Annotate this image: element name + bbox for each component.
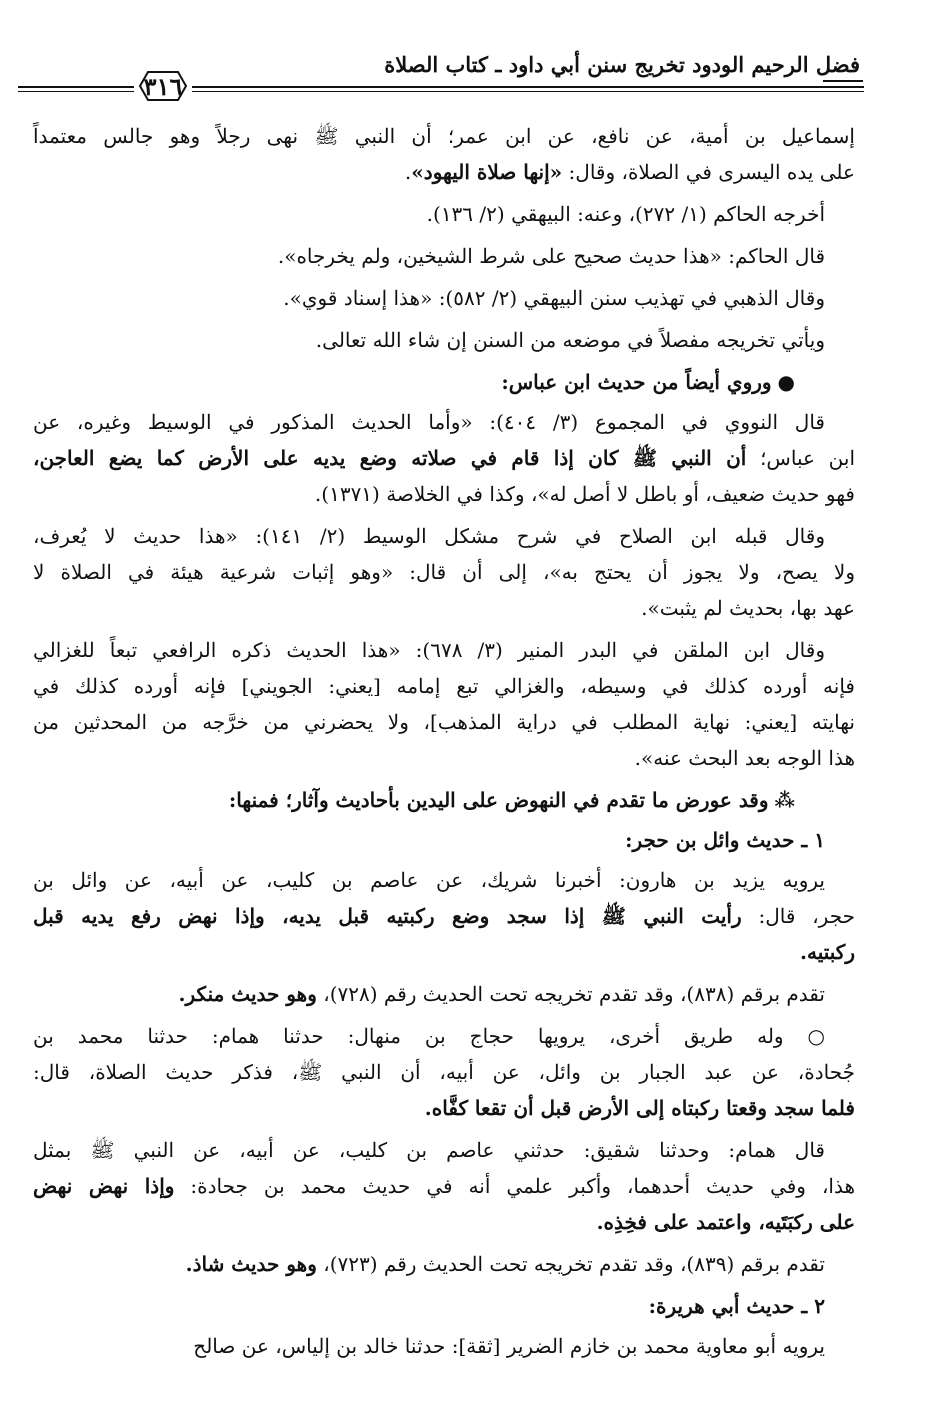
bold-hadith: أن النبي ﷺ كان إذا قام في صلاته وضع يديه على الأرض كما يضع العاجن، <box>33 446 747 470</box>
text-line <box>33 440 855 476</box>
text-span: على يده اليسرى في الصلاة، وقال: <box>562 160 855 184</box>
text-line: إسماعيل بن أمية، عن نافع، عن ابن عمر؛ أن النبي ﷺ نهى رجلاً وهو جالس معتمداً <box>33 124 855 148</box>
text-line <box>33 898 855 934</box>
text-line: وقال قبله ابن الصلاح في شرح مشكل الوسيط (٢/ ١٤١): «هذا حديث لا يُعرف، <box>33 524 825 548</box>
text-line: فهو حديث ضعيف، أو باطل لا أصل له»، وكذا في الخلاصة (١٣٧١). <box>314 482 855 506</box>
section-heading-ibn-abbas <box>33 364 855 400</box>
bold-hadith: وإذا نهض نهض <box>33 1174 175 1198</box>
text-line: وقال ابن الملقن في البدر المنير (٣/ ٦٧٨): «هذا الحديث ذكره الرافعي تبعاً للغزالي <box>33 638 825 662</box>
bold-verdict: وهو حديث منكر. <box>178 982 317 1006</box>
header-rule-tail <box>823 80 863 82</box>
bold-hadith: رأيت النبي ﷺ إذا سجد وضع ركبتيه قبل يديه، وإذا نهض رفع يديه قبل <box>33 904 742 928</box>
paragraph-6 <box>33 404 855 512</box>
text-span: هذا، وفي حديث أحدهما، وأكبر علمي أنه في حديث محمد بن جحادة: <box>174 1174 856 1198</box>
paragraph-2: أخرجه الحاكم (١/ ٢٧٢)، وعنه: البيهقي (٢/ ١٣٦). <box>426 202 825 226</box>
text-span: حجر، قال: <box>741 904 855 928</box>
heading-text: وقد عورض ما تقدم في النهوض على اليدين بأحاديث وآثار؛ فمنها: <box>228 788 769 812</box>
section-heading-abu-hurayra: ٢ ـ حديث أبي هريرة: <box>648 1294 825 1318</box>
paragraph-4: وقال الذهبي في تهذيب سنن البيهقي (٢/ ٥٨٢): «هذا إسناد قوي». <box>283 286 825 310</box>
ornament-icon: ⁂ <box>774 788 795 812</box>
text-line: ركبتيه. <box>800 940 855 964</box>
heading-text: وروي أيضاً من حديث ابن عباس: <box>501 370 772 394</box>
page-number-badge <box>134 68 192 104</box>
text-line <box>33 1168 855 1204</box>
text-line: يرويه يزيد بن هارون: أخبرنا شريك، عن عاصم بن كليب، عن أبيه، عن وائل بن <box>33 868 825 892</box>
bold-verdict: وهو حديث شاذ. <box>185 1252 317 1276</box>
text-line: ولا يصح، ولا يجوز أن يحتج به»، إلى أن قال: «وهو إثبات شرعية هيئة في الصلاة لا <box>33 560 855 584</box>
text-span: تقدم برقم (٨٣٩)، وقد تقدم تخريجه تحت الحديث رقم (٧٢٣)، <box>316 1252 825 1276</box>
paragraph-8 <box>33 632 855 776</box>
text-line: هذا الوجه بعد البحث عنه». <box>634 746 855 770</box>
paragraph-14: يرويه أبو معاوية محمد بن خازم الضرير [ثقة]: حدثنا خالد بن إلياس، عن صالح <box>193 1334 825 1358</box>
bullet-icon: ● <box>777 370 795 394</box>
text-line: نهايته [يعني: نهاية المطلب في دراية المذهب]، ولا يحضرني من خرَّجه من المحدثين من <box>33 710 855 734</box>
text-line: جُحادة، عن عبد الجبار بن وائل، عن أبيه، أن النبي ﷺ، فذكر حديث الصلاة، قال: <box>33 1060 855 1084</box>
paragraph-11 <box>33 1018 855 1126</box>
text-span: ابن عباس؛ <box>746 446 855 470</box>
bold-quote: «إنها صلاة اليهود» <box>411 160 563 184</box>
text-line: فلما سجد وقعتا ركبتاه إلى الأرض قبل أن تقعا كفَّاه. <box>424 1096 855 1120</box>
text-span: تقدم برقم (٨٣٨)، وقد تقدم تخريجه تحت الحديث رقم (٧٢٨)، <box>316 982 825 1006</box>
paragraph-9 <box>33 862 855 970</box>
text-line: عهد بها، بحديث لم يثبت». <box>641 596 855 620</box>
text-line: على ركبَتَيه، واعتمد على فخِذِه. <box>596 1210 855 1234</box>
text-line: فإنه أورده كذلك في وسيطه، والغزالي تبع إمامه [يعني: الجويني] فإنه أورده كذلك في <box>33 674 855 698</box>
paragraph-12 <box>33 1132 855 1240</box>
text-line: قال النووي في المجموع (٣/ ٤٠٤): «وأما الحديث المذكور في الوسيط وغيره، عن <box>33 410 825 434</box>
paragraph-10 <box>33 976 855 1012</box>
paragraph-5: ويأتي تخريجه مفصلاً في موضعه من السنن إن شاء الله تعالى. <box>315 328 825 352</box>
paragraph-13 <box>33 1246 855 1282</box>
text-span: . <box>404 160 412 184</box>
paragraph-1 <box>33 118 855 190</box>
text-line: قال همام: وحدثنا شقيق: حدثني عاصم بن كليب، عن أبيه، عن النبي ﷺ بمثل <box>33 1138 825 1162</box>
running-header-title: فضل الرحيم الودود تخريج سنن أبي داود ـ كتاب الصلاة <box>384 52 860 77</box>
text-line <box>33 154 855 190</box>
text-line: ○ وله طريق أخرى، يرويها حجاج بن منهال: حدثنا همام: حدثنا محمد بن <box>33 1024 825 1048</box>
paragraph-7 <box>33 518 855 626</box>
section-heading-wail: ١ ـ حديث وائل بن حجر: <box>625 828 825 852</box>
section-heading-objections <box>33 782 855 818</box>
page-number: ٣١٦ <box>143 71 183 101</box>
paragraph-3: قال الحاكم: «هذا حديث صحيح على شرط الشيخين، ولم يخرجاه». <box>277 244 825 268</box>
page-body <box>33 118 855 1370</box>
